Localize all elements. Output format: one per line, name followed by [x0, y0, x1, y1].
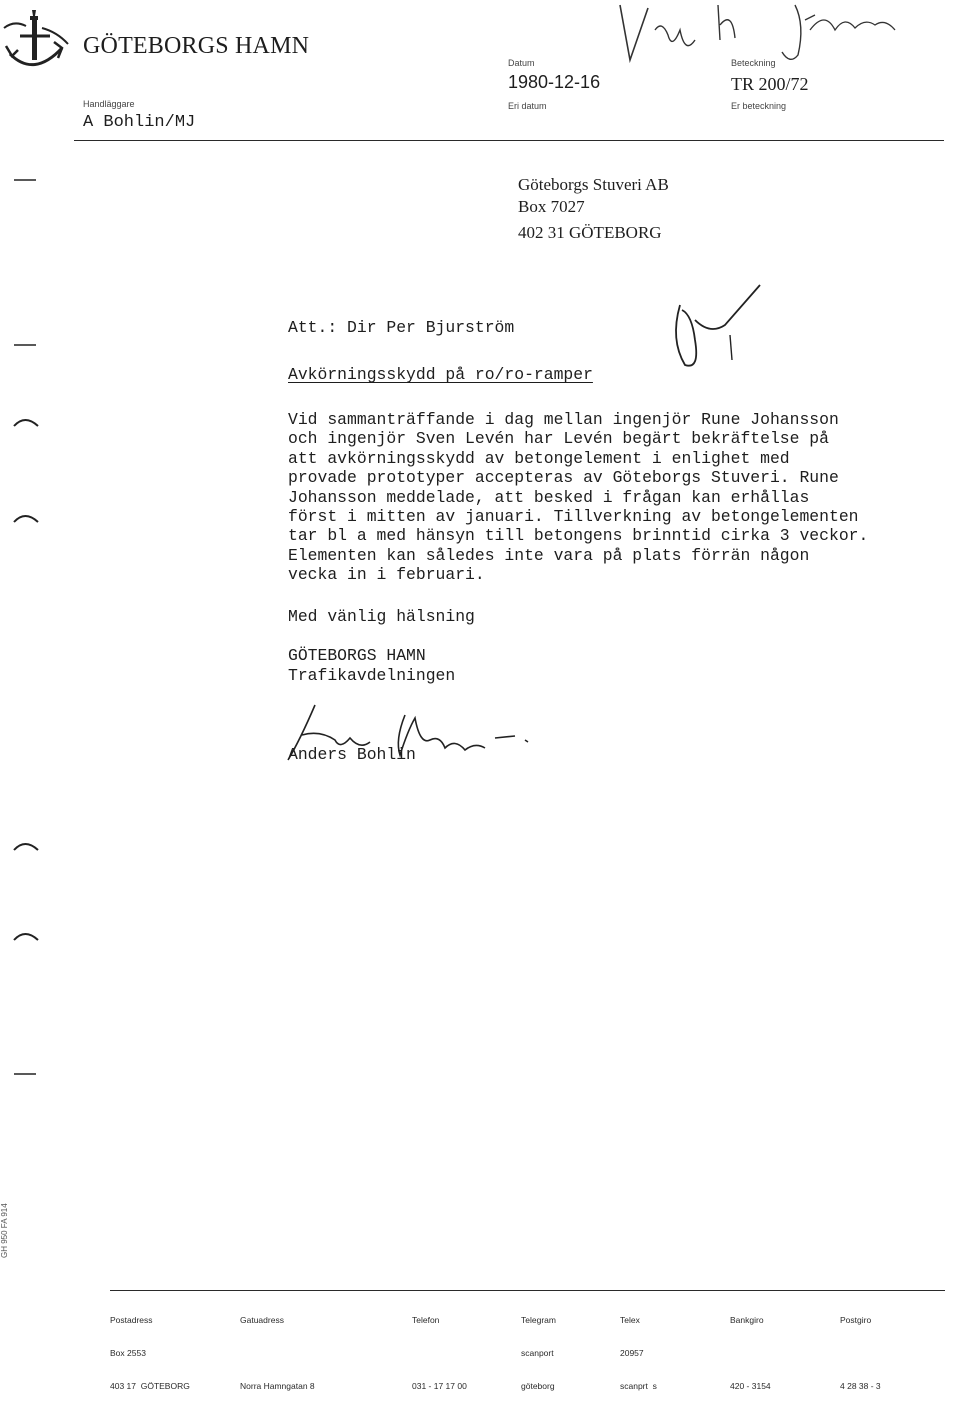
- footer-column-telex: [620, 1293, 657, 1403]
- handler-value: A Bohlin/MJ: [83, 113, 196, 132]
- footer-line: [412, 1348, 467, 1359]
- footer-column-bankgiro: [730, 1293, 771, 1403]
- harbor-logo-icon: [2, 6, 76, 78]
- margin-mark: [10, 836, 40, 856]
- footer-line: scanport: [521, 1348, 554, 1358]
- header-divider: [74, 140, 944, 141]
- reference-label: Beteckning: [731, 58, 776, 68]
- footer-label: Telefon: [412, 1315, 440, 1325]
- recipient-line: 402 31 GÖTEBORG: [518, 223, 662, 242]
- footer-column-street: [240, 1293, 315, 1403]
- footer-label: Gatuadress: [240, 1315, 284, 1325]
- recipient-line: Göteborgs Stuveri AB: [518, 175, 669, 194]
- handwritten-signature: [280, 700, 550, 780]
- footer-line: [840, 1348, 881, 1359]
- margin-mark: [10, 508, 40, 528]
- margin-mark: [10, 335, 40, 355]
- footer-column-postgiro: [840, 1293, 881, 1403]
- footer-line: Norra Hamngatan 8: [240, 1381, 315, 1391]
- footer-line: [240, 1348, 315, 1359]
- org-name: GÖTEBORGS HAMN: [83, 33, 310, 59]
- form-code: GH 950 FA 914: [0, 1203, 9, 1258]
- footer-divider: [110, 1290, 945, 1291]
- margin-mark: [10, 412, 40, 432]
- margin-mark: [10, 170, 40, 190]
- your-reference-label: Er beteckning: [731, 101, 787, 111]
- footer-line: 403 17 GÖTEBORG: [110, 1381, 190, 1391]
- attention-line: Att.: Dir Per Bjurström: [288, 318, 515, 337]
- margin-mark: [10, 926, 40, 946]
- footer-line: 20957: [620, 1348, 644, 1358]
- handwritten-initials-mark: [640, 280, 770, 380]
- subject-line: Avkörningsskydd på ro/ro-ramper: [288, 365, 593, 384]
- closing-line: Med vänlig hälsning: [288, 607, 475, 626]
- footer-label: Postadress: [110, 1315, 153, 1325]
- letter-body: Vid sammanträffande i dag mellan ingenjör Rune Johansson och ingenjör Sven Levén har Levén begärt bekräftelse på att avkörningsskydd av betongelement i enlighet med provade prototyper accepteras av Göteborgs Stuveri. Rune Johansson meddelade, att besked i frågan kan erhållas först i mitten av januari. Tillverkning av betongelementen tar bl a med hänsyn till betongens brinntid cirka 3 veckor. Elementen kan således inte vara på plats förrän någon vecka in i februari.: [288, 410, 869, 585]
- signature-organization: GÖTEBORGS HAMN: [288, 646, 426, 665]
- footer-line: 4 28 38 - 3: [840, 1381, 881, 1391]
- date-value: 1980-12-16: [508, 72, 601, 92]
- footer-label: Bankgiro: [730, 1315, 764, 1325]
- handwritten-note-mark: [600, 0, 930, 70]
- footer-line: Box 2553: [110, 1348, 146, 1358]
- footer-column-postal: [110, 1293, 190, 1403]
- footer-label: Telex: [620, 1315, 640, 1325]
- recipient-line: Box 7027: [518, 197, 585, 216]
- margin-mark: [10, 1064, 40, 1084]
- date-label: Datum: [508, 58, 535, 68]
- footer-column-telegram: [521, 1293, 556, 1403]
- footer-line: 031 - 17 17 00: [412, 1381, 467, 1391]
- reference-value: TR 200/72: [731, 74, 809, 94]
- footer-line: göteborg: [521, 1381, 555, 1391]
- footer-line: 420 - 3154: [730, 1381, 771, 1391]
- handler-label: Handläggare: [83, 99, 135, 109]
- footer-label: Telegram: [521, 1315, 556, 1325]
- signature-department: Trafikavdelningen: [288, 666, 456, 685]
- signer-name: Anders Bohlin: [288, 745, 416, 764]
- footer-label: Postgiro: [840, 1315, 872, 1325]
- footer-line: [730, 1348, 771, 1359]
- footer-column-phone: [412, 1293, 467, 1403]
- footer-line: scanprt s: [620, 1381, 657, 1391]
- your-date-label: Eri datum: [508, 101, 547, 111]
